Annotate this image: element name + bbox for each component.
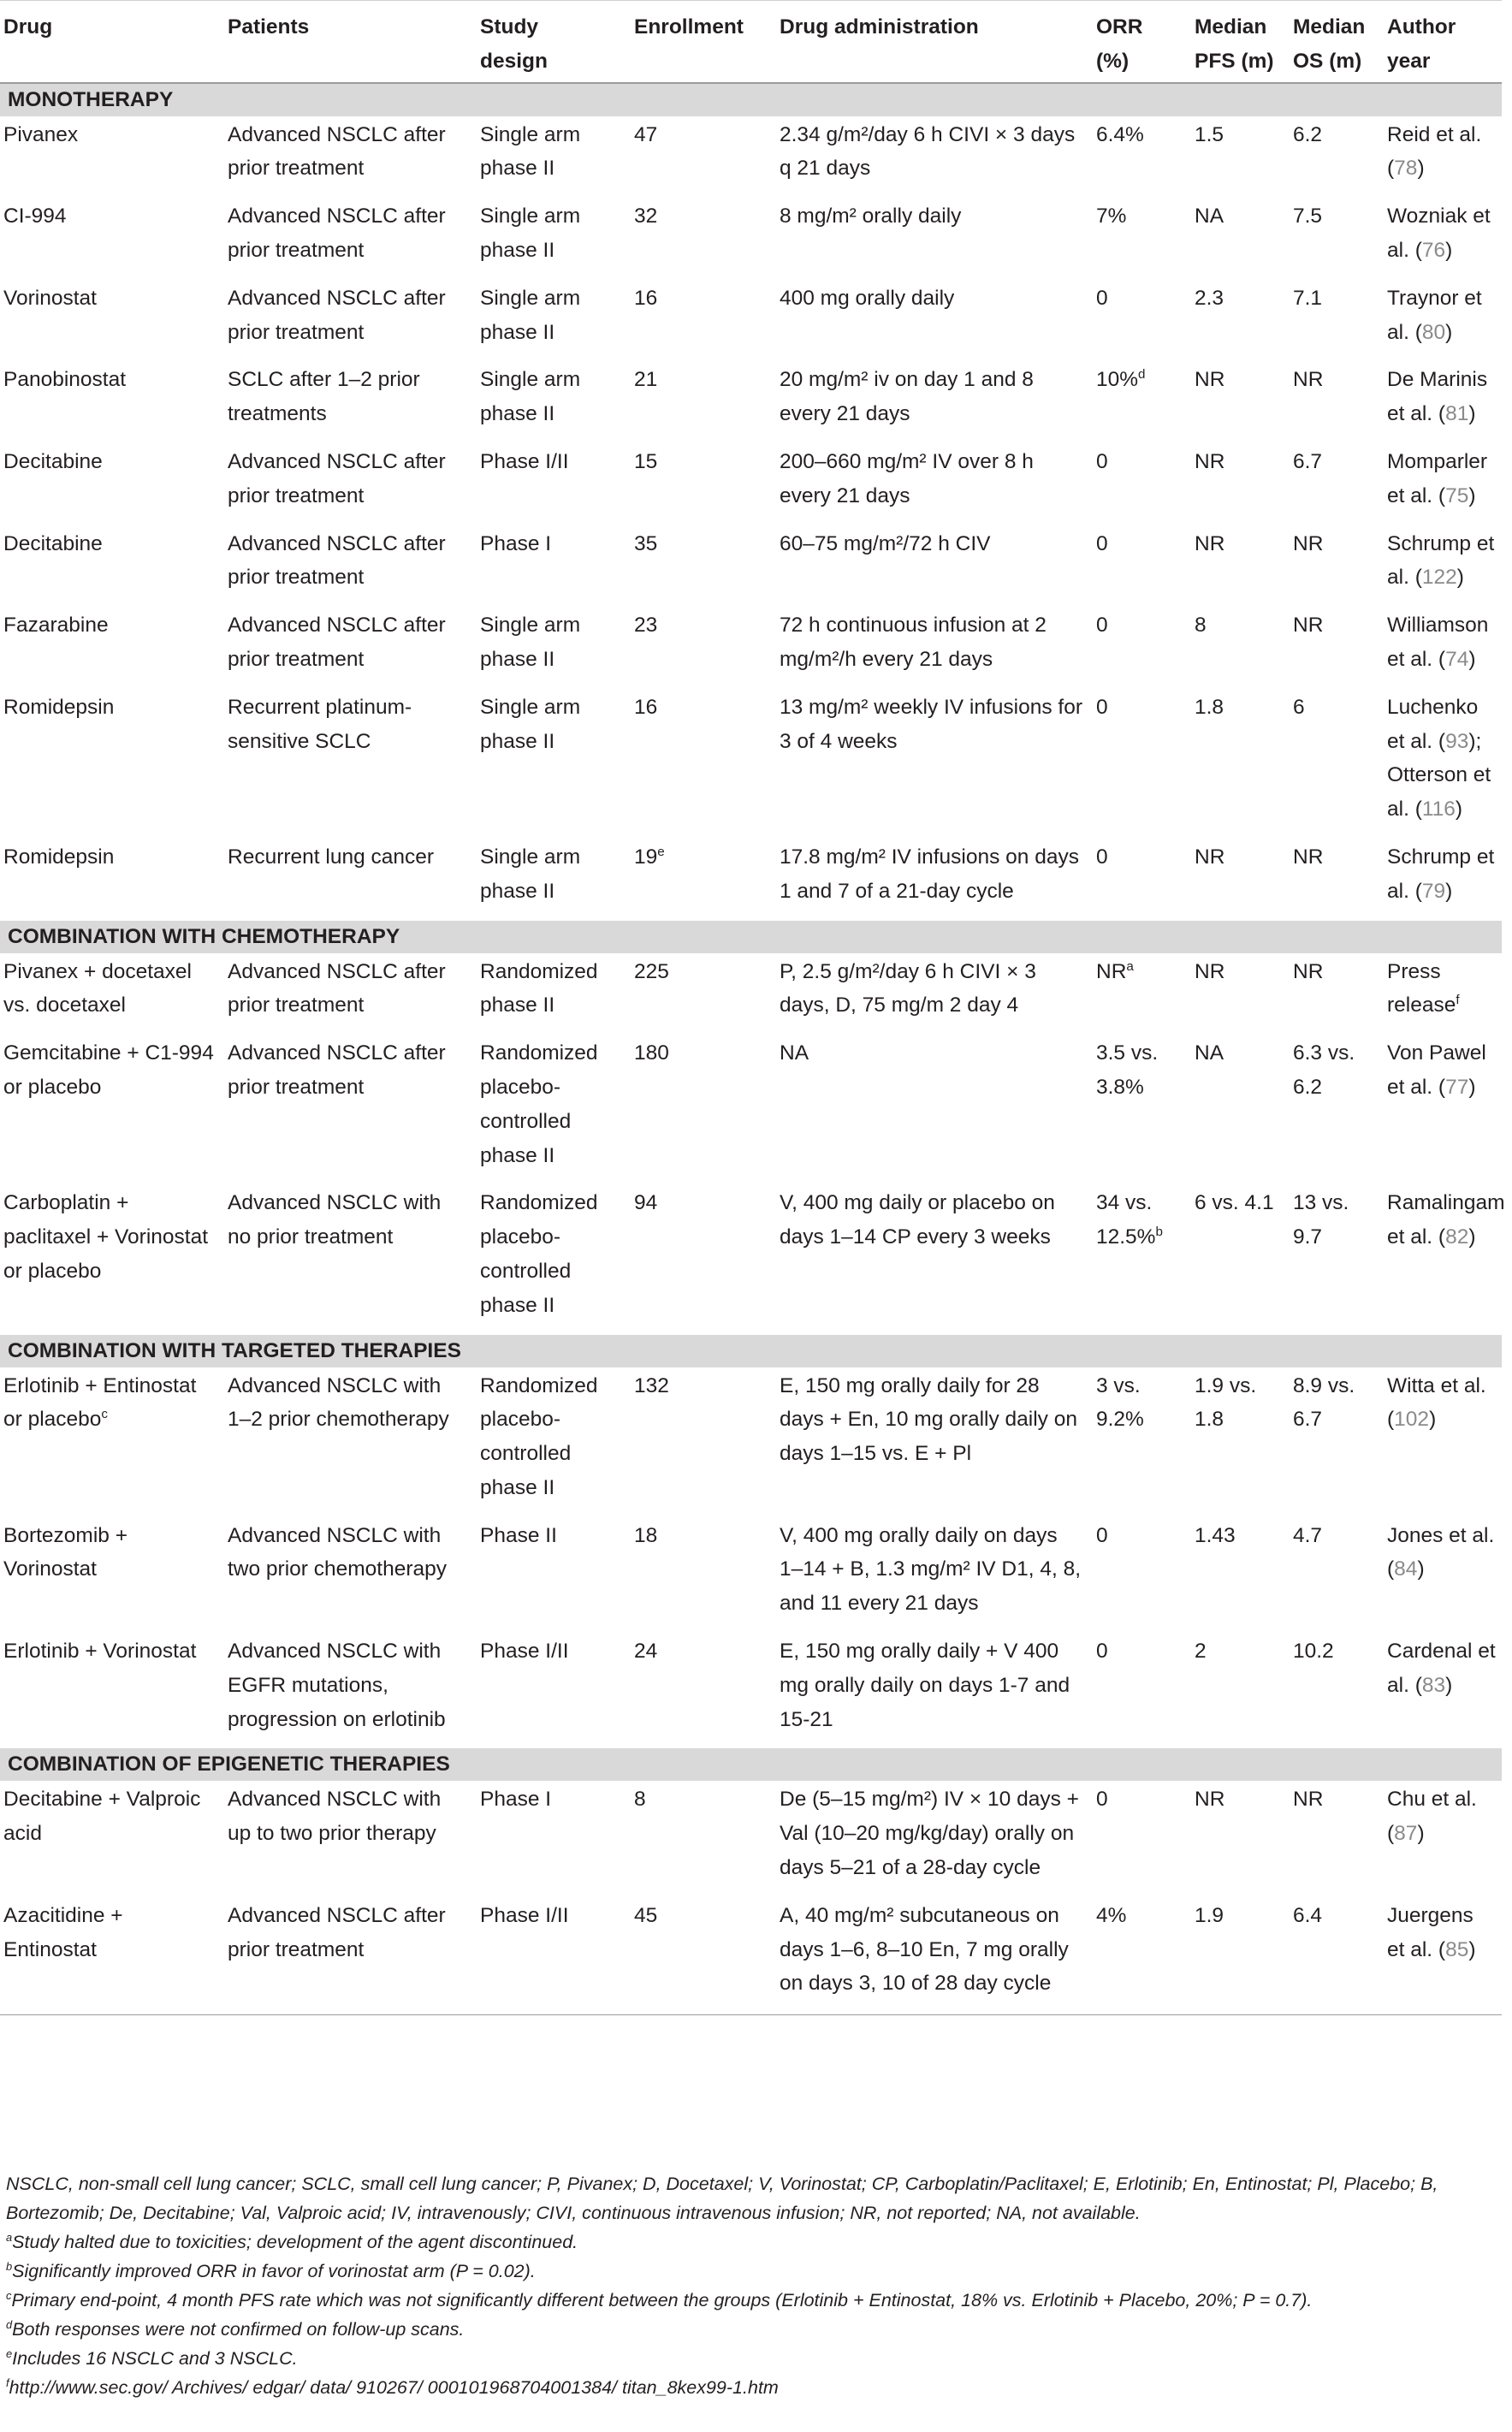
cell-study-design: Single arm phase II bbox=[480, 286, 581, 344]
cell-median-pfs: NR bbox=[1195, 1788, 1225, 1812]
cell-study-design: Single arm phase II bbox=[480, 845, 581, 903]
cell-drug: Erlotinib + Vorinostat bbox=[3, 1640, 197, 1664]
cell-orr: 7% bbox=[1096, 205, 1127, 228]
table-row bbox=[0, 953, 1502, 1035]
cell-median-os: 6.4 bbox=[1288, 1897, 1382, 2015]
cell-study-design: Phase I/II bbox=[475, 1897, 629, 2015]
cell-patients: Advanced NSCLC after prior treatment bbox=[228, 1041, 446, 1099]
cell-drug: Decitabine bbox=[3, 449, 103, 473]
reference-link[interactable]: 81 bbox=[1445, 402, 1469, 426]
cell-orr: $NR^a$ bbox=[1096, 958, 1134, 983]
section-row bbox=[0, 1748, 1502, 1781]
table-row bbox=[0, 443, 1502, 525]
cell-median-pfs: 1.9 vs. 1.8 bbox=[1195, 1373, 1257, 1432]
cell-median-pfs: 1.8 bbox=[1195, 695, 1224, 719]
cell-drug-administration: A, 40 mg/m² subcutaneous on days 1–6, 8–10 En, 7 mg orally on days 3, 10 of 28 day cycle bbox=[774, 1897, 1091, 2015]
reference-link[interactable]: 74 bbox=[1445, 647, 1469, 671]
cell-drug-administration: E, 150 mg orally daily for 28 days + En, 10 mg orally daily on days 1–15 vs. E + Pl bbox=[780, 1373, 1077, 1466]
cell-drug-administration: 200–660 mg/m² IV over 8 h every 21 days bbox=[780, 449, 1034, 507]
cell-patients: Advanced NSCLC with up to two prior therapy bbox=[228, 1788, 442, 1846]
cell-orr: 0 bbox=[1096, 845, 1108, 869]
cell-study-design: Phase I bbox=[480, 531, 552, 555]
cell-median-pfs: 6 vs. 4.1 bbox=[1195, 1191, 1274, 1215]
header-author-year: Author year bbox=[1382, 1, 1502, 83]
cell-study-design: Single arm phase II bbox=[480, 695, 581, 753]
cell-author-year: Luchenko et al. (93); Otterson et al. (116) bbox=[1387, 695, 1491, 822]
cell-orr: 10%$^d$ bbox=[1096, 367, 1146, 392]
cell-author-year: Von Pawel et al. (77) bbox=[1387, 1041, 1486, 1099]
cell-drug-administration: V, 400 mg daily or placebo on days 1–14 CP every 3 weeks bbox=[780, 1191, 1055, 1249]
table-row bbox=[0, 839, 1502, 921]
cell-study-design: Randomized placebo-controlled phase II bbox=[480, 1373, 598, 1499]
cell-patients: Advanced NSCLC after prior treatment bbox=[228, 449, 446, 507]
cell-patients: Recurrent platinum-sensitive SCLC bbox=[228, 695, 412, 753]
table-row bbox=[0, 1781, 1502, 1896]
table-row bbox=[0, 525, 1502, 608]
cell-orr: 0 bbox=[1096, 614, 1108, 638]
cell-study-design: Single arm phase II bbox=[480, 368, 581, 426]
cell-author-year: Schrump et al. (122) bbox=[1387, 531, 1495, 590]
cell-drug-administration: 60–75 mg/m²/72 h CIV bbox=[780, 531, 991, 555]
footnote-e: $^e$Includes 16 NSCLC and 3 NSCLC. bbox=[6, 2346, 298, 2369]
table-row bbox=[0, 607, 1502, 689]
cell-author-year: Williamson et al. (74) bbox=[1387, 614, 1489, 671]
cell-drug: Pivanex + docetaxel vs. docetaxel bbox=[3, 959, 192, 1017]
cell-patients: Advanced NSCLC after prior treatment bbox=[228, 614, 446, 671]
cell-enrollment: 21 bbox=[634, 368, 658, 392]
reference-link[interactable]: 80 bbox=[1421, 320, 1446, 344]
cell-author-year: Witta et al. (102) bbox=[1387, 1373, 1486, 1432]
cell-drug: Carboplatin + paclitaxel + Vorinostat or placebo bbox=[3, 1191, 209, 1283]
cell-orr: 34 vs. 12.5%$^b$ bbox=[1096, 1191, 1163, 1249]
cell-study-design: Randomized placebo-controlled phase II bbox=[480, 1041, 598, 1167]
cell-drug-administration: 72 h continuous infusion at 2 mg/m²/h every 21 days bbox=[780, 614, 1047, 671]
cell-author-year: Press release$^f$ bbox=[1387, 959, 1460, 1017]
cell-author-year: Wozniak et al. (76) bbox=[1387, 205, 1491, 262]
cell-drug-administration: P, 2.5 g/m²/day 6 h CIVI × 3 days, D, 75 mg/m 2 day 4 bbox=[780, 959, 1036, 1017]
cell-author-year: Jones et al. (84) bbox=[1387, 1523, 1495, 1581]
reference-link[interactable]: 83 bbox=[1421, 1673, 1446, 1697]
cell-author-year: Juergens et al. (85) bbox=[1382, 1897, 1502, 2015]
cell-orr: 0 bbox=[1096, 286, 1108, 310]
reference-link[interactable]: 85 bbox=[1445, 1937, 1469, 1961]
table-row bbox=[0, 116, 1502, 199]
cell-drug: Romidepsin bbox=[3, 845, 115, 869]
cell-enrollment: 132 bbox=[634, 1373, 669, 1397]
cell-author-year: Chu et al. (87) bbox=[1387, 1788, 1477, 1846]
cell-orr: 0 bbox=[1096, 695, 1108, 719]
footnote-d: $^d$Both responses were not confirmed on follow-up scans. bbox=[6, 2317, 465, 2340]
cell-enrollment: 15 bbox=[634, 449, 658, 473]
cell-author-year: Traynor et al. (80) bbox=[1387, 286, 1482, 344]
cell-enrollment: 47 bbox=[634, 122, 658, 146]
cell-orr: 4% bbox=[1091, 1897, 1189, 2015]
cell-study-design: Phase I/II bbox=[480, 449, 569, 473]
header-orr: ORR (%) bbox=[1091, 1, 1189, 83]
table-row bbox=[0, 198, 1502, 280]
section-heading: COMBINATION WITH TARGETED THERAPIES bbox=[0, 1335, 1502, 1367]
cell-median-pfs: NR bbox=[1195, 959, 1225, 983]
cell-median-os: NR bbox=[1293, 1788, 1324, 1812]
cell-drug-administration: 8 mg/m² orally daily bbox=[780, 205, 962, 228]
cell-orr: 3 vs. 9.2% bbox=[1096, 1373, 1144, 1432]
cell-median-os: 4.7 bbox=[1293, 1523, 1323, 1547]
cell-study-design: Randomized placebo-controlled phase II bbox=[480, 1191, 598, 1317]
cell-enrollment: 94 bbox=[634, 1191, 658, 1215]
cell-median-os: 6 bbox=[1293, 695, 1305, 719]
cell-median-pfs: NR bbox=[1195, 845, 1225, 869]
cell-study-design: Single arm phase II bbox=[480, 122, 581, 181]
cell-study-design: Phase I/II bbox=[480, 1640, 569, 1664]
cell-median-os: 7.5 bbox=[1293, 205, 1323, 228]
reference-link[interactable]: 77 bbox=[1445, 1075, 1469, 1099]
cell-median-pfs: 1.43 bbox=[1195, 1523, 1236, 1547]
cell-study-design: Phase I bbox=[480, 1788, 552, 1812]
cell-author-year: De Marinis et al. (81) bbox=[1387, 368, 1488, 426]
cell-author-year: Cardenal et al. (83) bbox=[1387, 1640, 1496, 1697]
cell-drug: CI-994 bbox=[3, 205, 67, 228]
cell-drug-administration: E, 150 mg orally daily + V 400 mg orally daily on days 1-7 and 15-21 bbox=[780, 1640, 1070, 1731]
cell-drug: Erlotinib + Entinostat or placebo$^c$ bbox=[3, 1373, 197, 1432]
cell-drug: Decitabine + Valproic acid bbox=[3, 1788, 201, 1846]
cell-median-pfs: 2.3 bbox=[1195, 286, 1224, 310]
footnote-c: $^c$Primary end-point, 4 month PFS rate which was not significantly different between the groups (Erlotinib + Entinostat, 18% vs. Erlotinib + Placebo, 20%; P = 0.7). bbox=[6, 2288, 1313, 2310]
cell-orr: 3.5 vs. 3.8% bbox=[1096, 1041, 1159, 1099]
cell-patients: Advanced NSCLC with two prior chemotherapy bbox=[228, 1523, 448, 1581]
cell-enrollment: 24 bbox=[634, 1640, 658, 1664]
cell-median-os: 6.2 bbox=[1293, 122, 1323, 146]
cell-median-os: NR bbox=[1293, 614, 1324, 638]
cell-drug-administration: 2.34 g/m²/day 6 h CIVI × 3 days q 21 days bbox=[780, 122, 1076, 181]
cell-drug: Bortezomib + Vorinostat bbox=[3, 1523, 128, 1581]
cell-author-year: Momparler et al. (75) bbox=[1387, 449, 1488, 507]
cell-enrollment: 16 bbox=[634, 286, 658, 310]
cell-study-design: Randomized phase II bbox=[480, 959, 598, 1017]
cell-drug: Panobinostat bbox=[3, 368, 127, 392]
table-row bbox=[0, 361, 1502, 443]
table-row bbox=[0, 1184, 1502, 1334]
reference-link[interactable]: 79 bbox=[1421, 879, 1446, 903]
table-row bbox=[0, 1367, 1502, 1517]
reference-link[interactable]: 78 bbox=[1394, 157, 1418, 181]
header-median-os: Median OS (m) bbox=[1288, 1, 1382, 83]
cell-drug: Azacitidine + Entinostat bbox=[0, 1897, 222, 2015]
cell-orr: 0 bbox=[1096, 449, 1108, 473]
cell-median-pfs: 1.9 bbox=[1189, 1897, 1288, 2015]
cell-patients: Advanced NSCLC after prior treatment bbox=[228, 531, 446, 590]
reference-link[interactable]: 82 bbox=[1445, 1225, 1469, 1249]
footnote-a: $^a$Study halted due to toxicities; development of the agent discontinued. bbox=[6, 2230, 578, 2252]
cell-patients: Advanced NSCLC after prior treatment bbox=[228, 122, 446, 181]
cell-median-pfs: 2 bbox=[1195, 1640, 1207, 1664]
cell-median-os: 6.7 bbox=[1293, 449, 1323, 473]
cell-drug-administration: V, 400 mg orally daily on days 1–14 + B, 1.3 mg/m² IV D1, 4, 8, and 11 every 21 days bbox=[780, 1523, 1082, 1616]
cell-orr: 0 bbox=[1096, 1523, 1108, 1547]
cell-median-pfs: NA bbox=[1195, 1041, 1224, 1065]
cell-patients: Advanced NSCLC after prior treatment bbox=[228, 205, 446, 262]
cell-study-design: Phase II bbox=[480, 1523, 557, 1547]
cell-patients: Advanced NSCLC after prior treatment bbox=[222, 1897, 475, 2015]
footnote-abbreviations: NSCLC, non-small cell lung cancer; SCLC, small cell lung cancer; P, Pivanex; D, Docetaxel; V, Vorinostat; CP, Carboplatin/Paclitaxel; E, Erlotinib; En, Entinostat; Pl, Placebo; B, Bortezomib; De, Decitabine; Val, Valproic acid; IV, intravenously; CIVI, continuous intravenous infusion; NR, not reported; NA, not available. bbox=[6, 2174, 1438, 2223]
cell-enrollment: 45 bbox=[629, 1897, 774, 2015]
cell-orr: 0 bbox=[1096, 531, 1108, 555]
cell-study-design: Single arm phase II bbox=[480, 614, 581, 671]
footnote-b: $^b$Significantly improved ORR in favor of vorinostat arm (P = 0.02). bbox=[6, 2259, 536, 2281]
cell-drug-administration: NA bbox=[780, 1041, 809, 1065]
cell-drug: Romidepsin bbox=[3, 695, 115, 719]
section-heading: MONOTHERAPY bbox=[0, 83, 1502, 116]
cell-drug-administration: 17.8 mg/m² IV infusions on days 1 and 7 of a 21-day cycle bbox=[780, 845, 1079, 903]
cell-patients: Advanced NSCLC after prior treatment bbox=[228, 959, 446, 1017]
section-row bbox=[0, 1335, 1502, 1367]
cell-median-pfs: NR bbox=[1195, 531, 1225, 555]
reference-link[interactable]: 84 bbox=[1394, 1557, 1418, 1581]
cell-patients: Advanced NSCLC with 1–2 prior chemotherapy bbox=[228, 1373, 449, 1432]
cell-median-os: 13 vs. 9.7 bbox=[1293, 1191, 1349, 1249]
table-row bbox=[0, 1035, 1502, 1184]
reference-link[interactable]: 102 bbox=[1394, 1408, 1430, 1432]
header-enrollment: Enrollment bbox=[629, 1, 774, 83]
cell-author-year: Ramalingam et al. (82) bbox=[1387, 1191, 1505, 1249]
cell-orr: 0 bbox=[1096, 1788, 1108, 1812]
reference-link[interactable]: 87 bbox=[1394, 1822, 1418, 1846]
table-row bbox=[0, 1897, 1502, 2015]
table-row bbox=[0, 280, 1502, 362]
cell-median-os: 7.1 bbox=[1293, 286, 1323, 310]
cell-median-pfs: 1.5 bbox=[1195, 122, 1224, 146]
cell-study-design: Single arm phase II bbox=[480, 205, 581, 262]
cell-enrollment: 225 bbox=[634, 959, 669, 983]
header-median-pfs: Median PFS (m) bbox=[1189, 1, 1288, 83]
cell-author-year: Reid et al. (78) bbox=[1387, 122, 1482, 181]
section-row bbox=[0, 83, 1502, 116]
cell-orr: 6.4% bbox=[1096, 122, 1144, 146]
cell-median-pfs: 8 bbox=[1195, 614, 1207, 638]
reference-link[interactable]: 122 bbox=[1421, 566, 1457, 590]
reference-link[interactable]: 75 bbox=[1445, 483, 1469, 507]
cell-enrollment: 18 bbox=[634, 1523, 658, 1547]
reference-link[interactable]: 76 bbox=[1421, 238, 1446, 262]
footnote-f: $^f$http://www.sec.gov/ Archives/ edgar/ data/ 910267/ 000101968704001384/ titan_8kex99-1.htm bbox=[6, 2376, 779, 2398]
cell-median-os: NR bbox=[1293, 845, 1324, 869]
cell-median-pfs: NA bbox=[1195, 205, 1224, 228]
cell-patients: Advanced NSCLC with EGFR mutations, progression on erlotinib bbox=[228, 1640, 446, 1731]
cell-drug-administration: 20 mg/m² iv on day 1 and 8 every 21 days bbox=[780, 368, 1034, 426]
cell-drug-administration: 400 mg orally daily bbox=[780, 286, 955, 310]
cell-median-pfs: NR bbox=[1195, 368, 1225, 392]
header-study-design: Study design bbox=[475, 1, 629, 83]
table-row bbox=[0, 1633, 1502, 1748]
cell-median-os: 8.9 vs. 6.7 bbox=[1293, 1373, 1355, 1432]
cell-drug: Fazarabine bbox=[3, 614, 109, 638]
reference-link[interactable]: 93 bbox=[1445, 729, 1469, 753]
table-body bbox=[0, 83, 1505, 2015]
cell-drug: Vorinostat bbox=[3, 286, 97, 310]
cell-drug-administration: De (5–15 mg/m²) IV × 10 days + Val (10–20 mg/kg/day) orally on days 5–21 of a 28-day cycle bbox=[780, 1788, 1079, 1880]
cell-median-pfs: NR bbox=[1195, 449, 1225, 473]
cell-median-os: NR bbox=[1293, 959, 1324, 983]
cell-median-os: NR bbox=[1293, 531, 1324, 555]
cell-enrollment: 19e bbox=[634, 844, 665, 869]
cell-enrollment: 35 bbox=[634, 531, 658, 555]
table-row bbox=[0, 689, 1502, 839]
reference-link[interactable]: 116 bbox=[1421, 798, 1456, 822]
table-footnotes bbox=[6, 2169, 1495, 2402]
cell-enrollment: 16 bbox=[634, 695, 658, 719]
table-row bbox=[0, 1517, 1502, 1633]
cell-median-os: NR bbox=[1293, 368, 1324, 392]
cell-enrollment: 32 bbox=[634, 205, 658, 228]
cell-patients: SCLC after 1–2 prior treatments bbox=[228, 368, 420, 426]
cell-drug: Gemcitabine + C1-994 or placebo bbox=[3, 1041, 214, 1099]
cell-orr: 0 bbox=[1096, 1640, 1108, 1664]
header-drug: Drug bbox=[0, 1, 222, 83]
cell-enrollment: 8 bbox=[634, 1788, 646, 1812]
section-heading: COMBINATION WITH CHEMOTHERAPY bbox=[0, 921, 1502, 953]
cell-enrollment: 180 bbox=[634, 1041, 669, 1065]
cell-median-os: 6.3 vs. 6.2 bbox=[1293, 1041, 1355, 1099]
header-drug-administration: Drug administration bbox=[774, 1, 1091, 83]
cell-drug: Pivanex bbox=[3, 122, 79, 146]
cell-median-os: 10.2 bbox=[1293, 1640, 1334, 1664]
cell-patients: Recurrent lung cancer bbox=[228, 845, 435, 869]
cell-patients: Advanced NSCLC after prior treatment bbox=[228, 286, 446, 344]
table-header bbox=[0, 1, 1502, 83]
cell-drug: Decitabine bbox=[3, 531, 103, 555]
header-patients: Patients bbox=[222, 1, 475, 83]
cell-patients: Advanced NSCLC with no prior treatment bbox=[228, 1191, 442, 1249]
cell-author-year: Schrump et al. (79) bbox=[1387, 845, 1495, 903]
section-row bbox=[0, 921, 1502, 953]
cell-enrollment: 23 bbox=[634, 614, 658, 638]
cell-drug-administration: 13 mg/m² weekly IV infusions for 3 of 4 weeks bbox=[780, 695, 1083, 753]
section-heading: COMBINATION OF EPIGENETIC THERAPIES bbox=[0, 1748, 1502, 1781]
